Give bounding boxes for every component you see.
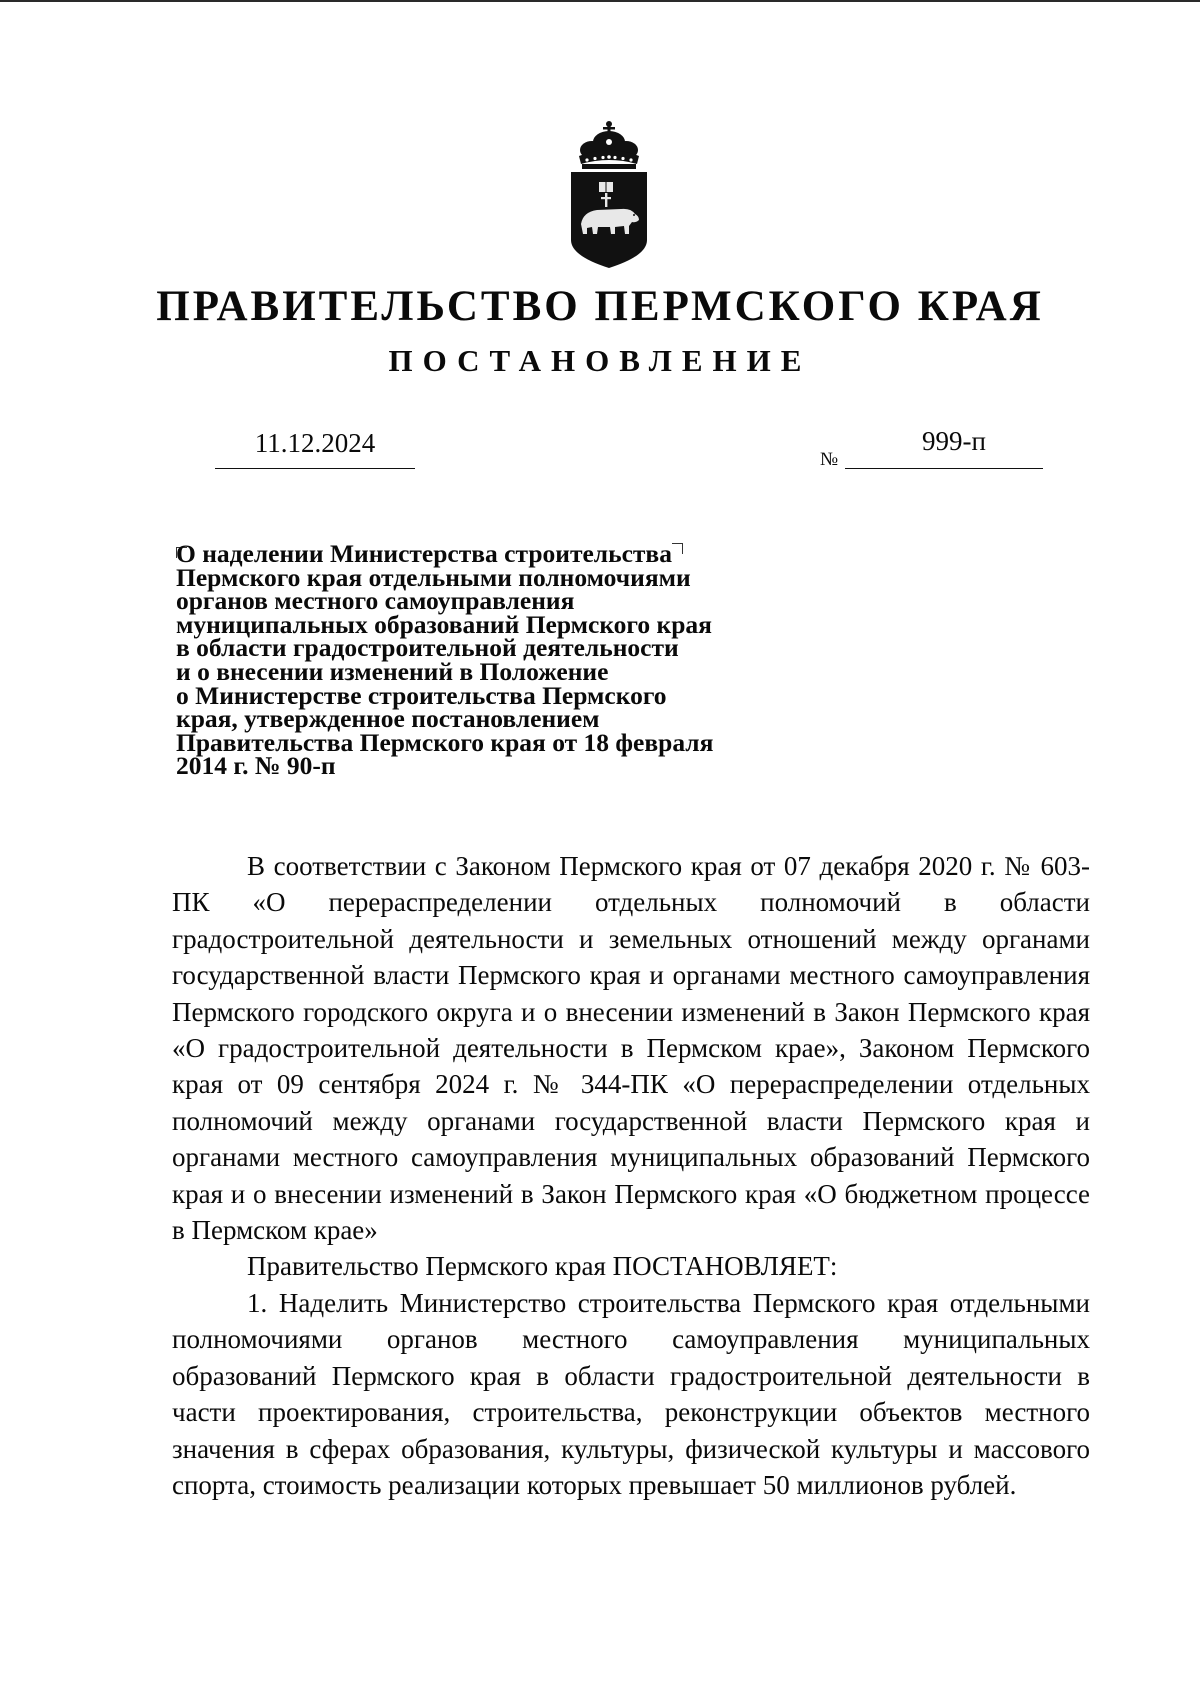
date-field: [215, 428, 415, 469]
document-date: 11.12.2024: [254, 428, 376, 458]
subject-line: органов местного самоуправления: [176, 586, 575, 616]
subject-line: в области градостроительной деятельности: [176, 633, 679, 663]
subject-line: О наделении Министерства строительства: [176, 539, 672, 568]
document-type: ПОСТАНОВЛЕНИЕ: [388, 343, 812, 378]
document-subject: [176, 539, 816, 781]
subject-line: края, утвержденное постановлением: [176, 704, 600, 734]
organization-title: ПРАВИТЕЛЬСТВО ПЕРМСКОГО КРАЯ: [156, 283, 1044, 330]
subject-line: и о внесении изменений в Положение: [176, 656, 609, 686]
preamble-paragraph: В соответствии с Законом Пермского края от 07 декабря 2020 г. № 603-ПК «О перераспределении отдельных полномочий в области градостроительной деятельности и земельных отношений между органами государственной власти Пермского края и органами местного самоуправления Пермского городского округа и о внесении изменений в Закон Пермского края «О градостроительной деятельности в Пермском крае», Законом Пермского края от 09 сентября 2024 г. № 344-ПК «О перераспределении отдельных полномочий между органами государственной власти Пермского края и органами местного самоуправления муниципальных образований Пермского края и о внесении изменений в Закон Пермского края «О бюджетном процессе в Пермском крае»: [172, 851, 1090, 1246]
decree-item-1: 1. Наделить Министерство строительства Пермского края отдельными полномочиями органов местного самоуправления муниципальных образований Пермского края в области градостроительной деятельности в части проектирования, строительства, реконструкции объектов местного значения в сферах образования, культуры, физической культуры и массового спорта, стоимость реализации которых превышает 50 миллионов рублей.: [172, 1287, 1090, 1500]
subject-line: муниципальных образований Пермского края: [176, 609, 712, 639]
scan-top-edge: [0, 0, 1200, 2]
subject-line: Правительства Пермского края от 18 февраля: [176, 727, 714, 757]
number-sign: №: [820, 449, 839, 470]
subject-line: о Министерстве строительства Пермского: [176, 680, 667, 710]
subject-line: 2014 г. № 90-п: [176, 751, 336, 781]
document-number: 999-п: [922, 426, 986, 456]
number-field: [845, 424, 1043, 469]
resolution-statement: Правительство Пермского края ПОСТАНОВЛЯЕТ:: [247, 1251, 838, 1282]
document-body: [172, 848, 1090, 1503]
subject-line: Пермского края отдельными полномочиями: [176, 562, 691, 592]
perm-krai-coat-of-arms-icon: [565, 120, 653, 270]
